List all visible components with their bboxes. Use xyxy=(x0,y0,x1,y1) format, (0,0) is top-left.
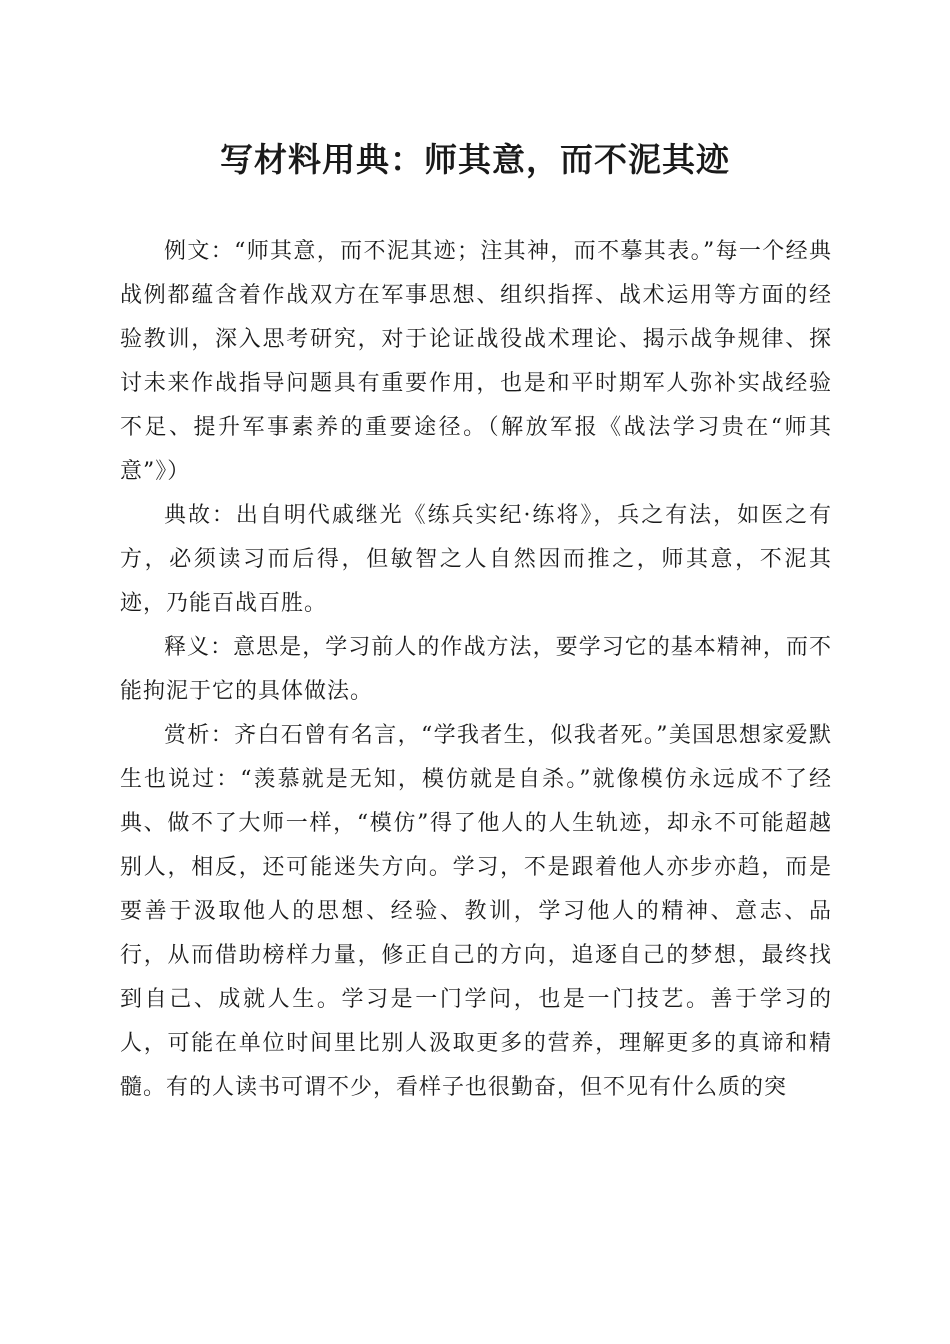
paragraph-example: 例文：“师其意，而不泥其迹；注其神，而不摹其表。”每一个经典战例都蕴含着作战双方在军事思想、组织指挥、战术运用等方面的经验教训，深入思考研究，对于论证战役战术理论、揭示战争规律、探讨未来作战指导问题具有重要作用，也是和平时期军人弥补实战经验不足、提升军事素养的重要途径。（解放军报《战法学习贵在“师其意”》） xyxy=(120,239,832,484)
document-body xyxy=(120,230,832,1110)
document-title: 写材料用典：师其意，而不泥其迹 xyxy=(220,140,730,179)
paragraph-meaning: 释义：意思是，学习前人的作战方法，要学习它的基本精神，而不能拘泥于它的具体做法。 xyxy=(120,635,832,704)
paragraph-origin: 典故：出自明代戚继光《练兵实纪·练将》，兵之有法，如医之有方，必须读习而后得，但敏智之人自然因而推之，师其意，不泥其迹，乃能百战百胜。 xyxy=(120,503,832,616)
paragraph-appreciation: 赏析：齐白石曾有名言，“学我者生，似我者死。”美国思想家爱默生也说过：“羡慕就是无知，模仿就是自杀。”就像模仿永远成不了经典、做不了大师一样，“模仿”得了他人的人生轨迹，却永不可能超越别人，相反，还可能迷失方向。学习，不是跟着他人亦步亦趋，而是要善于汲取他人的思想、经验、教训，学习他人的精神、意志、品行，从而借助榜样力量，修正自己的方向，追逐自己的梦想，最终找到自己、成就人生。学习是一门学问，也是一门技艺。善于学习的人，可能在单位时间里比别人汲取更多的营养，理解更多的真谛和精髓。有的人读书可谓不少，看样子也很勤奋，但不见有什么质的突 xyxy=(120,723,832,1100)
